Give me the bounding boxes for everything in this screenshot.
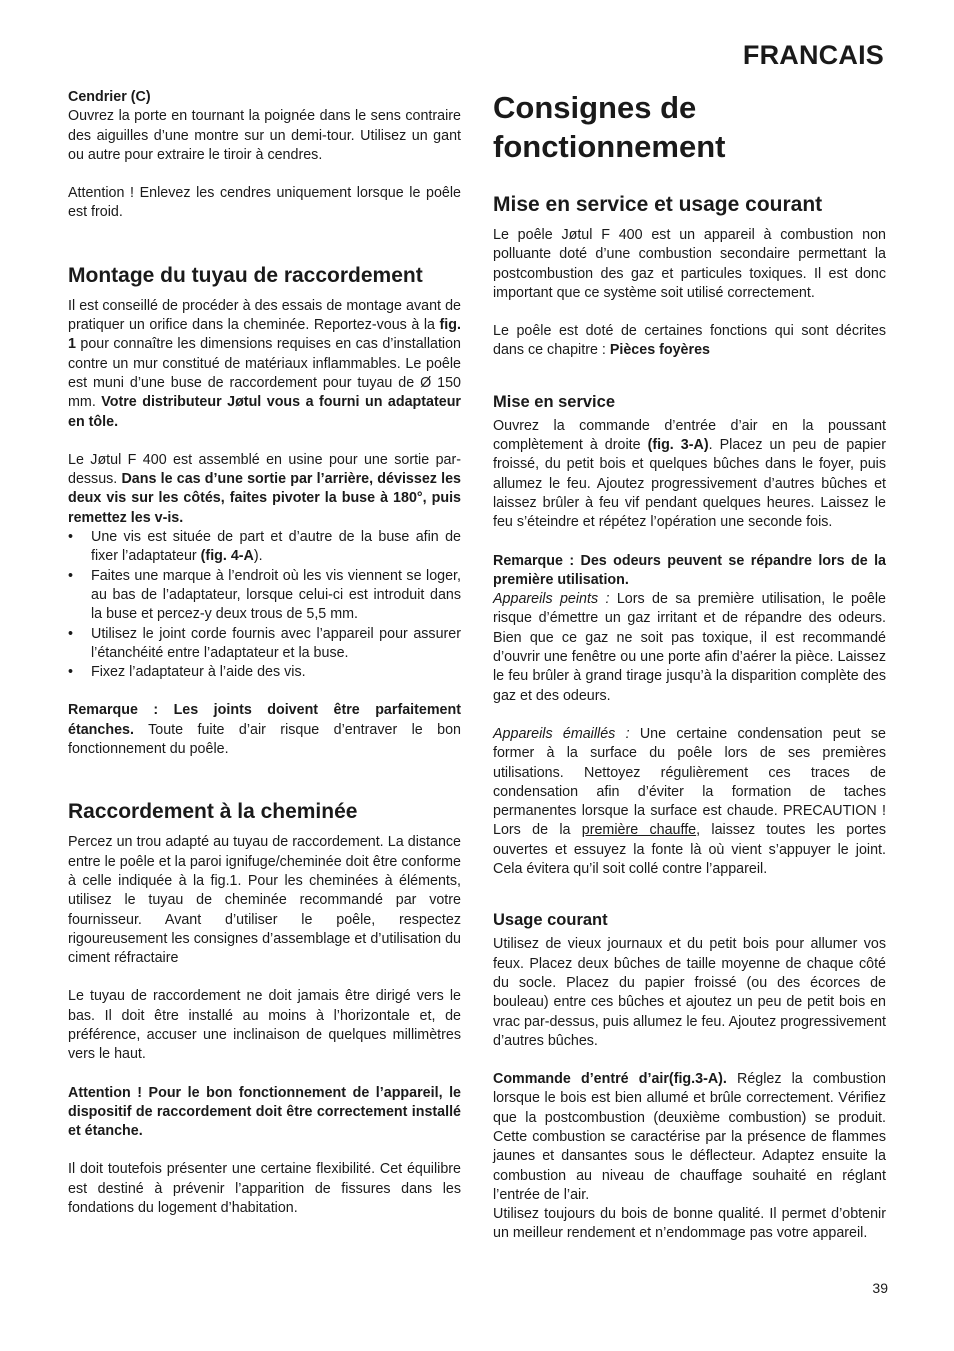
left-column: [68, 88, 461, 1218]
language-label: FRANCAIS: [742, 40, 884, 70]
list-item: • Faites une marque à l’endroit où les vis viennent se loger, au bas de l’adaptateur, lorsque celui-ci est introduit dans la buse et percez-y deux trous de 5,5 mm.: [68, 567, 461, 625]
mise-paragraph-1: Ouvrez la commande d’entrée d’air en la poussant complètement à droite (fig. 3-A). Placez un peu de papier froissé, du petit bois et quelques bûches dans le foyer, puis allumez le feu. Ajoutez progressivement d’autres bûches et laissez brûler à feu vif pendant quelques heures. Laissez le feu s’éteindre et répétez l’opération une seconde fois.: [493, 417, 886, 531]
montage-paragraph-2: Le Jøtul F 400 est assemblé en usine pour une sortie par-dessus. Dans le cas d’une sortie par l’arrière, dévissez les deux vis sur les côtés, faites pivoter la buse à 180°, puis remettez les v-is.: [68, 451, 461, 526]
mise-usage-paragraph-1: Le poêle Jøtul F 400 est un appareil à combustion non polluante doté d’une combustion secondaire permettant la postcombustion des gaz et particules toxiques. Il est donc important que ce système soit utilisé correctement.: [493, 227, 886, 301]
mise-heading: Mise en service: [493, 392, 615, 411]
mise-peints: Appareils peints : Lors de sa première utilisation, le poêle risque d’émettre un gaz irritant et de répandre des odeurs. Bien que ce gaz ne soit pas toxique, il est recommandé d’ouvrir une fenêtre ou une porte afin d’aérer la pièce. Laissez le feu brûler à grand tirage jusqu’à la disparition complète des gaz et des odeurs.: [493, 591, 887, 704]
usage-paragraph-3: Utilisez toujours du bois de bonne qualité. Il permet d’obtenir un meilleur rendement et n’endommage pas votre appareil.: [493, 1206, 886, 1242]
raccordement-paragraph-4: Il doit toutefois présenter une certaine flexibilité. Cet équilibre est destiné à prévenir l’apparition de fissures dans les fondations du logement d’habitation.: [68, 1161, 461, 1217]
usage-paragraph-1: Utilisez de vieux journaux et du petit bois pour allumer vos feux. Placez deux bûches de taille moyenne de chaque côté du socle. Placez du papier froissé (ou des écorces de bouleau) entre ces bûches et ajoutez un peu de petit bois en vrac par-dessus, puis allumez le feu. Ajoutez progressivement d’autres bûches.: [493, 936, 886, 1049]
raccordement-paragraph-1: Percez un trou adapté au tuyau de raccordement. La distance entre le poêle et la paroi ignifuge/cheminée doit être conforme à celle indiquée à la fig.1. Pour les cheminées à éléments, utilisez le tuyau de cheminée recommandé par votre fournisseur. Avant d’utiliser le poêle, respectez rigoureusement les consignes d’assemblage et d’utilisation du ciment réfractaire: [68, 834, 461, 967]
list-item: • Une vis est située de part et d’autre de la buse afin de fixer l’adaptateur (fig. 4-A).: [68, 528, 461, 567]
raccordement-paragraph-2: Le tuyau de raccordement ne doit jamais être dirigé vers le bas. Il doit être installé au moins à l’horizontale et, de préférence, accuser une inclinaison de quelques millimètres vers le haut.: [68, 988, 461, 1063]
cendrier-paragraph-2: Attention ! Enlevez les cendres uniquement lorsque le poêle est froid.: [68, 185, 461, 221]
cendrier-paragraph-1: Ouvrez la porte en tournant la poignée dans le sens contraire des aiguilles d’une montre sur un demi-tour. Utilisez un gant ou autre pour extraire le tiroir à cendres.: [68, 108, 461, 163]
montage-bullet-list: [68, 528, 461, 682]
mise-usage-paragraph-2: Le poêle est doté de certaines fonctions qui sont décrites dans ce chapitre : Pièces foyères: [493, 323, 886, 359]
mise-emailles: Appareils émaillés : Une certaine condensation peut se former à la surface du poêle lors de ses premières utilisations. Nettoyez régulièrement ces traces de condensation afin d’éviter la formation de taches permanentes lorsque la surface est chaude. PRECAUTION ! Lors de la première chauffe, laissez toutes les portes ouvertes et essuyez la fonte là où vient s’appuyer le joint. Cela évitera qu’il soit collé contre l’appareil.: [493, 725, 886, 878]
cendrier-title: Cendrier (C): [68, 89, 151, 105]
usage-paragraph-2: Commande d’entré d’air(fig.3-A). Réglez la combustion lorsque le bois est bien allumé et brûle correctement. Vérifiez que la postcombustion (deuxième combustion) se produit. Cette combustion se caractérise par la présence de flammes jaunes et dansantes sous le déflecteur. Adaptez ensuite la combustion au niveau de chauffage souhaité en réglant l’entrée de l’air.: [493, 1071, 886, 1203]
list-item: • Fixez l’adaptateur à l’aide des vis.: [68, 663, 461, 682]
raccordement-warning: Attention ! Pour le bon fonctionnement de l’appareil, le dispositif de raccordement doit être correctement installé et étanche.: [68, 1084, 461, 1140]
list-item: • Utilisez le joint corde fournis avec l’appareil pour assurer l’étanchéité entre l’adaptateur et la buse.: [68, 625, 461, 664]
montage-note: Remarque : Les joints doivent être parfaitement étanches. Toute fuite d’air risque d’entraver le bon fonctionnement du poêle.: [68, 702, 461, 758]
usage-heading: Usage courant: [493, 911, 608, 930]
right-column: [493, 88, 886, 1244]
page-number: 39: [872, 1280, 888, 1296]
montage-heading: Montage du tuyau de raccordement: [68, 263, 423, 287]
montage-paragraph-1: Il est conseillé de procéder à des essais de montage avant de pratiquer un orifice dans la cheminée. Reportez-vous à la fig. 1 pour connaître les dimensions requises en cas d’installation contre un mur constitué de matériaux inflammables. Le poêle est muni d’une buse de raccordement pour tuyau de Ø 150 mm. Votre distributeur Jøtul vous a fourni un adaptateur en tôle.: [68, 297, 461, 430]
mise-note: Remarque : Des odeurs peuvent se répandre lors de la première utilisation.: [493, 552, 886, 588]
mise-usage-heading: Mise en service et usage courant: [493, 193, 823, 216]
raccordement-heading: Raccordement à la cheminée: [68, 800, 358, 824]
page-title: Consignes de fonctionnement: [493, 90, 726, 164]
